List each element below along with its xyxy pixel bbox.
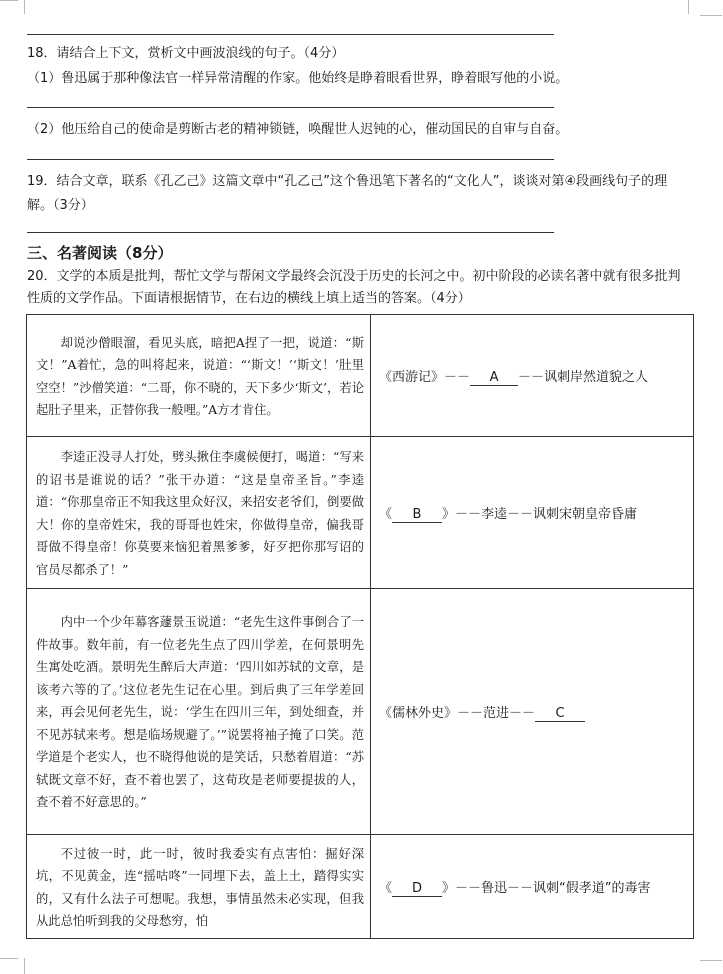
quote-cell: 内中一个少年幕客蘧景玉说道：“老先生这件事倒合了一件故事。数年前，有一位老先生点了四川学差，在何景明先生寓处吃酒。景明先生醉后大声道：‘四川如苏轼的文章，是该考六等的了。’这位老先生记在心里。到后典了三年学差回来，再会见何老先生，说：‘学生在四川三年，到处细查，并不见苏轼来考。想是临场规避了。’”说罢将袖子掩了口笑。范学道是个老实人，也不晓得他说的是笑话，只愁着眉道：“苏轼既文章不好，查不着也罢了，这荀玫是老师要提拔的人，查不着不好意思的。” [27, 589, 371, 835]
quote-cell: 不过彼一时，此一时，彼时我委实有点害怕：掘好深坑，不见黄金，连“摇咕咚”一同埋下去，盖上土，踏得实实的，又有什么法子可想呢。我想，事情虽然未必实现，但我从此总怕听到我的父母愁穷，怕 [27, 835, 371, 939]
quote-cell: 李逵正没寻人打处，劈头揪住李虞候便打，喝道：“写来的诏书是谁说的话？”张干办道：“这是皇帝圣旨。”李逵道：“你那皇帝正不知我这里众好汉，来招安老爷们，倒要做大！你的皇帝姓宋，我的哥哥也姓宋，你做得皇帝，偏我哥哥做不得皇帝！你莫要来恼犯着黑爹爹，好歹把你那写诏的官员尽都杀了！” [27, 437, 371, 589]
answer-prefix: 《 [379, 506, 393, 522]
answer-cell [371, 835, 694, 939]
question-18-prompt: 18．请结合上下文，赏析文中画波浪线的句子。（4分） [27, 46, 345, 61]
answer-prefix: 《儒林外史》－－范进－－ [379, 705, 536, 721]
question-19-prompt: 19．结合文章，联系《孔乙己》这篇文章中“孔乙己”这个鲁迅笔下著名的“文化人”，谈谈对第④段画线句子的理解。（3分） [27, 174, 668, 213]
fill-blank-d[interactable]: D [392, 881, 442, 897]
answer-suffix: 》－－鲁迅－－讽刺“假孝道”的毒害 [442, 880, 651, 896]
fill-blank-a[interactable]: A [470, 370, 518, 386]
crop-mark [24, 958, 25, 974]
answer-suffix: －－讽刺岸然道貌之人 [518, 369, 649, 385]
table-row [27, 835, 694, 939]
table-row [27, 437, 694, 589]
quote-cell: 却说沙僧眼溜，看见头底，暗把A捏了一把，说道：“斯文！”A着忙，急的叫将起来，说道：“‘斯文！’‘斯文！’肚里空空！”沙僧笑道：“二哥，你不晓的，天下多少‘斯文’，若论起肚子里来，正替你我一般哩。”A方才肯住。 [27, 315, 371, 437]
answer-line[interactable] [27, 159, 554, 160]
crop-mark [700, 960, 722, 961]
answer-cell [371, 589, 694, 835]
section-3-title: 三、名著阅读（8分） [27, 244, 173, 262]
fill-blank-b[interactable]: B [392, 507, 442, 523]
answer-cell [371, 437, 694, 589]
crop-mark [0, 0, 18, 1]
fill-blank-c[interactable]: C [535, 706, 585, 722]
question-20-prompt: 20．文学的本质是批判，帮忙文学与帮闲文学最终会沉没于历史的长河之中。初中阶段的必读名著中就有很多批判性质的文学作品。下面请根据情节，在右边的横线上填上适当的答案。（4分） [27, 269, 681, 306]
table-row [27, 589, 694, 835]
table-row [27, 315, 694, 437]
crop-mark [0, 958, 18, 959]
answer-line[interactable] [27, 34, 554, 35]
crop-mark [688, 0, 689, 14]
answer-suffix: 》－－李逵－－讽刺宋朝皇帝昏庸 [442, 506, 638, 522]
crop-mark [700, 15, 722, 16]
answer-line[interactable] [27, 107, 554, 108]
question-18-sentence-1: （1）鲁迅属于那种像法官一样异常清醒的作家。他始终是睁着眼看世界，睁着眼写他的小说。 [27, 71, 569, 86]
answer-prefix: 《西游记》－－ [379, 369, 471, 385]
answer-line[interactable] [27, 232, 554, 233]
crop-mark [24, 0, 25, 14]
answer-cell [371, 315, 694, 437]
answer-prefix: 《 [379, 880, 393, 896]
question-18-sentence-2: （2）他压给自己的使命是剪断古老的精神锁链，唤醒世人迟钝的心，催动国民的自审与自奋。 [27, 122, 569, 137]
matching-table [26, 314, 694, 939]
